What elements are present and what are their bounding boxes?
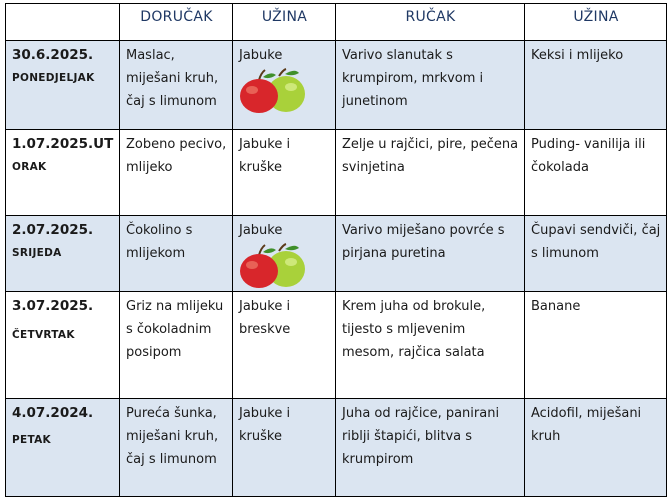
table-row (6, 130, 667, 216)
lunch-cell: Zelje u rajčici, pire, pečena svinjetina (336, 130, 525, 216)
day-date: 2.07.2025. (12, 222, 94, 238)
breakfast-cell: Maslac, miješani kruh, čaj s limunom (120, 41, 233, 130)
apples-icon (239, 68, 305, 114)
day-cell (6, 399, 120, 497)
lunch-cell: Varivo miješano povrće s pirjana puretina (336, 216, 525, 292)
header-snack-1: UŽINA (233, 4, 336, 41)
header-row (6, 4, 667, 41)
snack-2-cell: Čupavi sendviči, čaj s limunom (525, 216, 667, 292)
header-day (6, 4, 120, 41)
day-date: 30.6.2025. (12, 47, 94, 63)
table-row (6, 399, 667, 497)
snack-1-cell (233, 41, 336, 130)
day-name: ORAK (12, 161, 47, 173)
breakfast-cell: Čokolino s mlijekom (120, 216, 233, 292)
snack-1-cell: Jabuke i breskve (233, 292, 336, 399)
breakfast-cell: Griz na mlijeku s čokoladnim posipom (120, 292, 233, 399)
day-date: 3.07.2025. (12, 298, 94, 314)
lunch-cell: Krem juha od brokule, tijesto s mljevenim mesom, rajčica salata (336, 292, 525, 399)
day-cell (6, 216, 120, 292)
day-cell (6, 41, 120, 130)
snack-1-cell: Jabuke i kruške (233, 399, 336, 497)
snack-2-cell: Acidofil, miješani kruh (525, 399, 667, 497)
lunch-cell: Juha od rajčice, panirani riblji štapići, blitva s krumpirom (336, 399, 525, 497)
snack-1-text: Jabuke (239, 48, 283, 63)
table-row (6, 292, 667, 399)
lunch-cell: Varivo slanutak s krumpirom, mrkvom i junetinom (336, 41, 525, 130)
day-cell (6, 130, 120, 216)
table-row (6, 216, 667, 292)
snack-2-cell: Keksi i mlijeko (525, 41, 667, 130)
breakfast-cell: Pureća šunka, miješani kruh, čaj s limunom (120, 399, 233, 497)
snack-2-cell: Puding- vanilija ili čokolada (525, 130, 667, 216)
day-cell (6, 292, 120, 399)
snack-1-cell: Jabuke i kruške (233, 130, 336, 216)
breakfast-cell: Zobeno pecivo, mlijeko (120, 130, 233, 216)
day-name: SRIJEDA (12, 247, 62, 259)
table-row (6, 41, 667, 130)
header-snack-2: UŽINA (525, 4, 667, 41)
day-name: PONEDJELJAK (12, 72, 95, 84)
snack-1-cell (233, 216, 336, 292)
day-date: 1.07.2025.UT (12, 136, 114, 152)
day-name: ČETVRTAK (12, 329, 75, 341)
snack-2-cell: Banane (525, 292, 667, 399)
weekly-menu-table (5, 3, 667, 497)
snack-1-text: Jabuke (239, 223, 283, 238)
day-name: PETAK (12, 434, 51, 446)
apples-icon (239, 243, 305, 289)
header-breakfast: DORUČAK (120, 4, 233, 41)
day-date: 4.07.2024. (12, 405, 94, 421)
header-lunch: RUČAK (336, 4, 525, 41)
